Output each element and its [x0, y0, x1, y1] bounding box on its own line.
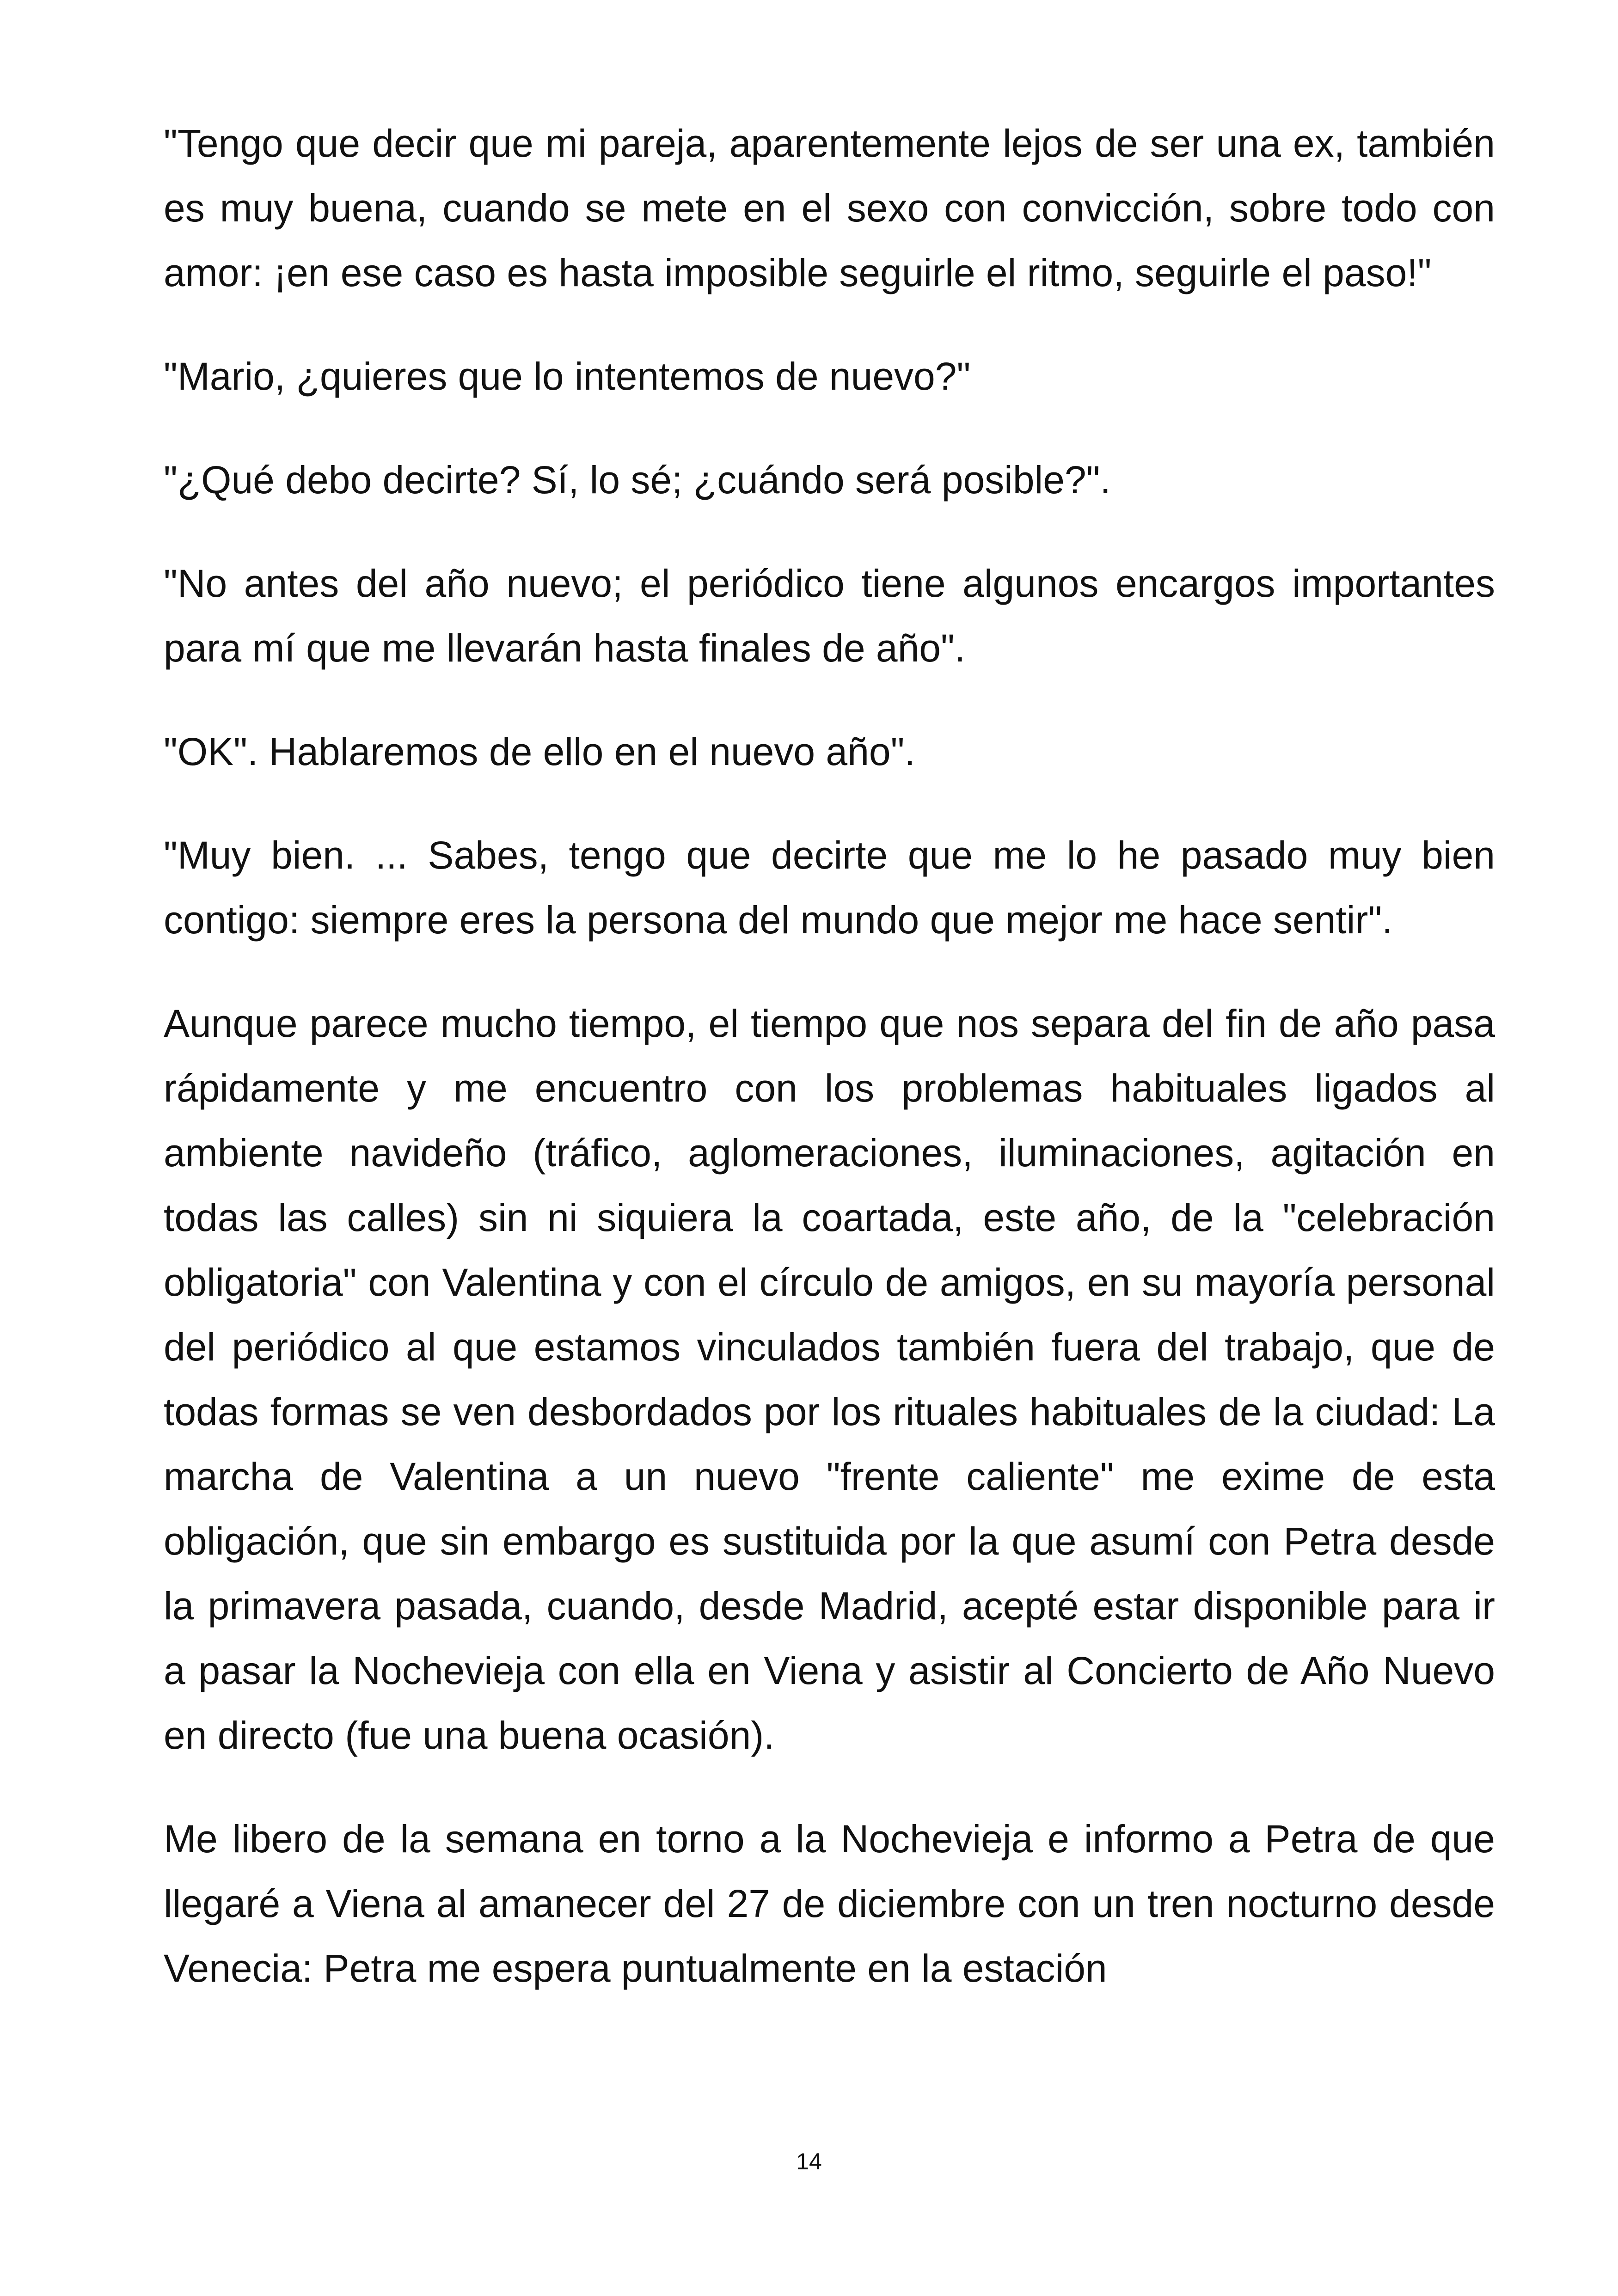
page-number: 14 [796, 2149, 822, 2174]
paragraph: Aunque parece mucho tiempo, el tiempo que nos separa del fin de año pasa rápidamente y me encuentro con los problemas habituales ligados al ambiente navideño (tráfico, aglomeraciones, iluminaciones, agitación en todas las calles) sin ni siquiera la coartada, este año, de la "celebración obligatoria" con Valentina y con el círculo de amigos, en su mayoría personal del periódico al que estamos vinculados también fuera del trabajo, que de todas formas se ven desbordados por los rituales habituales de la ciudad: La marcha de Valentina a un nuevo "frente caliente" me exime de esta obligación, que sin embargo es sustituida por la que asumí con Petra desde la primavera pasada, cuando, desde Madrid, acepté estar disponible para ir a pasar la Nochevieja con ella en Viena y asistir al Concierto de Año Nuevo en directo (fue una buena ocasión). [164, 1002, 1495, 1757]
paragraph: "OK". Hablaremos de ello en el nuevo año". [164, 730, 915, 773]
body-text [164, 111, 1495, 2039]
paragraph: "Tengo que decir que mi pareja, aparentemente lejos de ser una ex, también es muy buena, cuando se mete en el sexo con convicción, sobre todo con amor: ¡en ese caso es hasta imposible seguirle el ritmo, seguirle el paso!" [164, 122, 1495, 294]
paragraph: "¿Qué debo decirte? Sí, lo sé; ¿cuándo será posible?". [164, 458, 1111, 502]
paragraph: "No antes del año nuevo; el periódico tiene algunos encargos importantes para mí que me llevarán hasta finales de año". [164, 562, 1495, 670]
paragraph: Me libero de la semana en torno a la Nochevieja e informo a Petra de que llegaré a Viena al amanecer del 27 de diciembre con un tren nocturno desde Venecia: Petra me espera puntualmente en la estación [164, 1817, 1495, 1990]
paragraph: "Muy bien. ... Sabes, tengo que decirte que me lo he pasado muy bien contigo: siempre eres la persona del mundo que mejor me hace sentir". [164, 833, 1495, 942]
paragraph: "Mario, ¿quieres que lo intentemos de nuevo?" [164, 355, 971, 398]
